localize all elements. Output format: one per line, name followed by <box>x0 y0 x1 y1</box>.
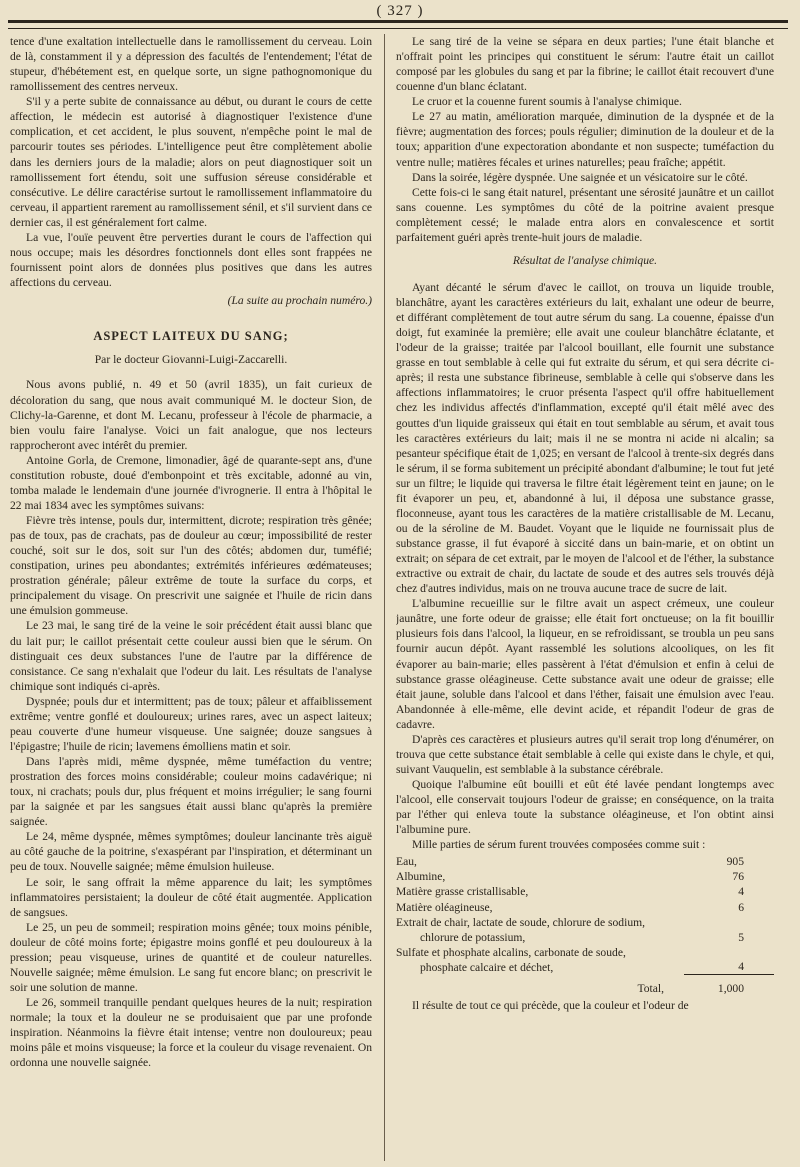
composition-label <box>396 884 684 899</box>
composition-label <box>396 869 684 884</box>
paragraph: Le cruor et la couenne furent soumis à l'analyse chimique. <box>412 95 682 109</box>
composition-row <box>396 869 774 884</box>
page-number: ( 327 ) <box>376 3 424 19</box>
total-label: Total, <box>637 982 664 996</box>
left-column <box>10 34 372 1161</box>
header-rule <box>8 20 788 29</box>
composition-label-text: Albumine, <box>396 870 446 884</box>
composition-value: 76 <box>732 870 744 884</box>
article-byline: Par le docteur Giovanni-Luigi-Zaccarelli. <box>94 353 288 367</box>
composition-row <box>396 854 774 869</box>
composition-row <box>396 915 774 945</box>
composition-label <box>396 854 684 869</box>
composition-label <box>396 945 684 975</box>
composition-label-text: Eau, <box>396 855 417 869</box>
paragraph: Le soir, le sang offrait la même apparence du lait; les symptômes inflammatoires persistaient; la douleur de côté était augmentée. Application de sangsues. <box>10 875 372 919</box>
composition-value: 905 <box>726 855 744 869</box>
table-intro: Mille parties de sérum furent trouvées composées comme suit : <box>412 838 706 852</box>
composition-label <box>396 900 684 915</box>
paragraph: Le 24, même dyspnée, mêmes symptômes; douleur lancinante très aiguë au côté gauche de la poitrine, s'exaspérant par l'inspiration, et déterminant un peu de toux. Nouvelle saignée; même émulsion huileuse. <box>10 830 372 874</box>
composition-label-text: Extrait de chair, lactate de soude, chlorure de sodium, <box>396 915 646 929</box>
composition-label-text: Sulfate et phosphate alcalins, carbonate de soude, <box>396 945 626 959</box>
composition-label-text: Matière grasse cristallisable, <box>396 885 529 899</box>
paragraph: Ayant décanté le sérum d'avec le caillot, on trouva un liquide trouble, blanchâtre, ayant les caractères extérieurs du lait, exhalant une odeur de beurre, et différant complètement de tout autre sérum du sang. La couenne, épaisse d'un doigt, fut examinée la première; elle avait une couleur blanchâtre éclatante, et l'odeur de la graisse; traitée par l'alcool bouillant, elle fournit une substance grasse en tout semblable à celle qui fut extraite du sérum, et qui sera décrite ci-après; il resta une substance fibrineuse, semblable à celle qui s'observe dans les affections inflammatoires; le cruor présenta l'aspect qu'il offre habituellement chez les individus affectés d'inflammation, excepté qu'il était mêlé avec des gouttes d'un liquide graisseux qui était en tout semblable au sérum, et avait tous les caractères extérieurs du lait; mais il ne se montra ni acide ni alcalin; sa pesanteur spécifique était de 1,025; en versant de l'alcool à trente-six degrés dans le sérum, il se forma subitement un précipité abondant d'albumine; le tout fut jeté sur un filtre; le liquide qui traversa le filtre était légèrement teint en jaune; on le fit évaporer un peu, et, abandonné à lui, il déposa une substance grasse, floconneuse, ayant tous les caractères de la matière cristallisable de M. Lecanu, ou de la séroline de M. Baudet. Voyant que le liquide ne fournissait plus de substance grasse, il fut évaporé à siccité dans un bain-marie, et on obtint un extrait; on sépara de cet extrait, par le moyen de l'alcool et de l'éther, la substance extractive ou extrait de chair, du lactate de soude et des autres sels trouvés déjà chez d'autres individus, mais on ne trouva aucune trace de sucre de lait. <box>396 280 774 596</box>
paragraph: Nous avons publié, n. 49 et 50 (avril 1835), un fait curieux de décoloration du sang, que nous avait communiqué M. le docteur Sion, de Clichy-la-Garenne, et dont M. Lecanu, professeur à l'école de pharmacie, a bien voulu faire l'analyse. Voici un fait analogue, que nos lecteurs rapprocheront avec intérêt du premier. <box>10 378 372 452</box>
composition-row <box>396 884 774 899</box>
composition-value: 6 <box>738 900 744 914</box>
paragraph: Dyspnée; pouls dur et intermittent; pas de toux; pâleur et affaiblissement extrême; ventre gonflé et douloureux; urines rares, avec un aspect laiteux; peau couverte d'une humeur visqueuse. Une saignée; douze sangsues à l'épigastre; l'huile de ricin; lavemens émolliens matin et soir. <box>10 694 372 753</box>
paragraph: Le 25, un peu de sommeil; respiration moins gênée; toux moins pénible, douleur de côté moins forte; épigastre moins gonflé et peu douloureux à la pression; peau visqueuse, urines de quantité et de couleur naturelles. Nouvelle saignée; même émulsion. Le sang fut encore blanc; on prescrivit le soir une solution de manne. <box>10 920 372 994</box>
paragraph: Il résulte de tout ce qui précède, que la couleur et l'odeur de <box>412 999 689 1013</box>
paragraph: Dans la soirée, légère dyspnée. Une saignée et un vésicatoire sur le côté. <box>412 170 748 184</box>
right-column <box>396 34 774 1161</box>
composition-label-text: Matière oléagineuse, <box>396 900 493 914</box>
paragraph: Le sang tiré de la veine se sépara en deux parties; l'une était blanche et n'offrait point les principes qui constituent le sérum: l'autre était un caillot composé par les globules du sang et par la fibrine; le caillot était recouvert d'une couenne d'un blanc éclatant. <box>396 35 774 94</box>
paragraph: Dans l'après midi, même dyspnée, même tuméfaction du ventre; prostration des forces moins considérable; couleur moins cadavérique; ni toux, ni crachats; pouls dur, plus fréquent et moins irrégulier; le sang fourni par la saignée et par les sangsues était aussi blanc qu'après la première saignée. <box>10 755 372 829</box>
paragraph: Cette fois-ci le sang était naturel, présentant une sérosité jaunâtre et un caillot sans couenne. Les symptômes du côté de la poitrine avaient presque complètement cessé; le malade entra alors en convalescence et sortit parfaitement guéri après trente-huit jours de maladie. <box>396 185 774 244</box>
paragraph: La vue, l'ouïe peuvent être perverties durant le cours de l'affection qui nous occupe; mais les désordres fonctionnels dont elles sont frappées ne fournissent point alors de données plus positives que dans les autres affections du cerveau. <box>10 230 372 289</box>
paragraph: Le 23 mai, le sang tiré de la veine le soir précédent était aussi blanc que du lait pur; le caillot présentait cette couleur aussi bien que le sérum. On distinguait ces deux substances l'une de l'autre par la différence de consistance. Ce sang n'exhalait que l'odeur du lait. Les résultats de l'analyse chimique sont indiqués ci-après. <box>10 619 372 693</box>
paragraph: Le 27 au matin, amélioration marquée, diminution de la dyspnée et de la fièvre; augmentation des forces; pouls régulier; diminution de la douleur et de la toux; apparition d'une expectoration abondante et non suspecte; tuméfaction du ventre nulle; matières fécales et urines naturelles; peau fraîche; appétit. <box>396 110 774 169</box>
article-title: ASPECT LAITEUX DU SANG; <box>93 329 289 344</box>
paragraph: tence d'une exaltation intellectuelle dans le ramollissement du cerveau. Loin de là, constamment il y a dépression des facultés de l'entendement; l'état de stupeur, d'hébétement est, en quelque sorte, un signe pathognomonique du ramollissement des centres nerveux. <box>10 35 372 94</box>
paragraph: Antoine Gorla, de Cremone, limonadier, âgé de quarante-sept ans, d'une constitution robuste, doué d'embonpoint et très excitable, adonné au vin, tomba malade le lendemain d'une journée d'ivrognerie. Il entra à l'hôpital le 22 mai 1834 avec les symptômes suivans: <box>10 453 372 512</box>
paragraph: S'il y a perte subite de connaissance au début, ou durant le cours de cette affection, le médecin est autorisé à diagnostiquer l'existence d'une complication, et cet accident, le plus souvent, n'empêche point le mal de parcourir toutes ses périodes. L'intelligence peut être complètement abolie dans les derniers jours de la maladie; alors on peut diagnostiquer soit un ramollissement fort étendu, soit une suffusion séreuse considérable et consécutive. Le délire caractérise surtout le ramollissement inflammatoire du cerveau, il appartient rarement au ramollissement sénil, et s'il survient dans ce dernier cas, il est généralement fort calme. <box>10 95 372 229</box>
total-value: 1,000 <box>717 982 744 996</box>
paragraph: D'après ces caractères et plusieurs autres qu'il serait trop long d'énumérer, on trouva que cette substance était semblable à celle qui existe dans le chyle, et qui, suivant Vauquelin, est semblable à la substance cérébrale. <box>396 732 774 776</box>
composition-total-row <box>396 975 774 997</box>
composition-label <box>396 915 684 945</box>
composition-row <box>396 900 774 915</box>
section-subheading: Résultat de l'analyse chimique. <box>512 253 658 267</box>
paragraph: L'albumine recueillie sur le filtre avait un aspect crémeux, une couleur jaunâtre, une forte odeur de graisse; elle était fort onctueuse; on la fit bouillir plusieurs fois dans l'alcool, la liqueur, en se refroidissant, se troubla un peu sans fournir aucun dépôt. Ayant rassemblé les solutions alcooliques, on les fit évaporer au bain-marie; elles passèrent à l'état d'émulsion et enfin à celui de substance grasse oléagineuse. Cette substance avait une odeur de graisse; elle était jaune, soluble dans l'alcool et dans l'éther, faisait une émulsion avec l'eau. Abandonnée à elle-même, elle devint acide, et répandit l'odeur de gras de cadavre. <box>396 597 774 731</box>
composition-value: 5 <box>738 930 744 944</box>
composition-label-cont: chlorure de potassium, <box>420 930 526 944</box>
composition-table <box>396 854 774 996</box>
paragraph: Le 26, sommeil tranquille pendant quelques heures de la nuit; respiration normale; la toux et la douleur ne se produisaient que par une profonde inspiration. Néanmoins la fièvre était intense; ventre non douloureux; peau moins pâle et moins visqueuse; la force et la couleur du visage revenaient. On ordonna une nouvelle saignée. <box>10 996 372 1070</box>
continued-note: (La suite au prochain numéro.) <box>227 294 372 308</box>
column-divider <box>384 34 385 1161</box>
composition-value: 4 <box>684 945 774 975</box>
paragraph: Quoique l'albumine eût bouilli et eût été lavée pendant longtemps avec l'alcool, elle conservait toujours l'odeur de graisse; en conséquence, on la traita par l'éther qui enleva toute la substance oléagineuse, et l'on obtint ainsi l'albumine pure. <box>396 778 774 837</box>
composition-label-cont: phosphate calcaire et déchet, <box>420 960 554 974</box>
paragraph: Fièvre très intense, pouls dur, intermittent, dicrote; respiration très gênée; pas de toux, pas de crachats, pas de douleur au cœur; impossibilité de rester couché, soit sur le dos, soit sur l'un des côtés; abdomen dur, tuméfié; constipation, urines peu abondantes; extrémités inférieures œdémateuses; prostration générale; pâleur extrême de toute la surface du corps, et principalement du visage. On prescrivit une saignée et l'huile de ricin dans une émulsion gommeuse. <box>10 514 372 618</box>
composition-row <box>396 945 774 975</box>
composition-value: 4 <box>738 885 744 899</box>
